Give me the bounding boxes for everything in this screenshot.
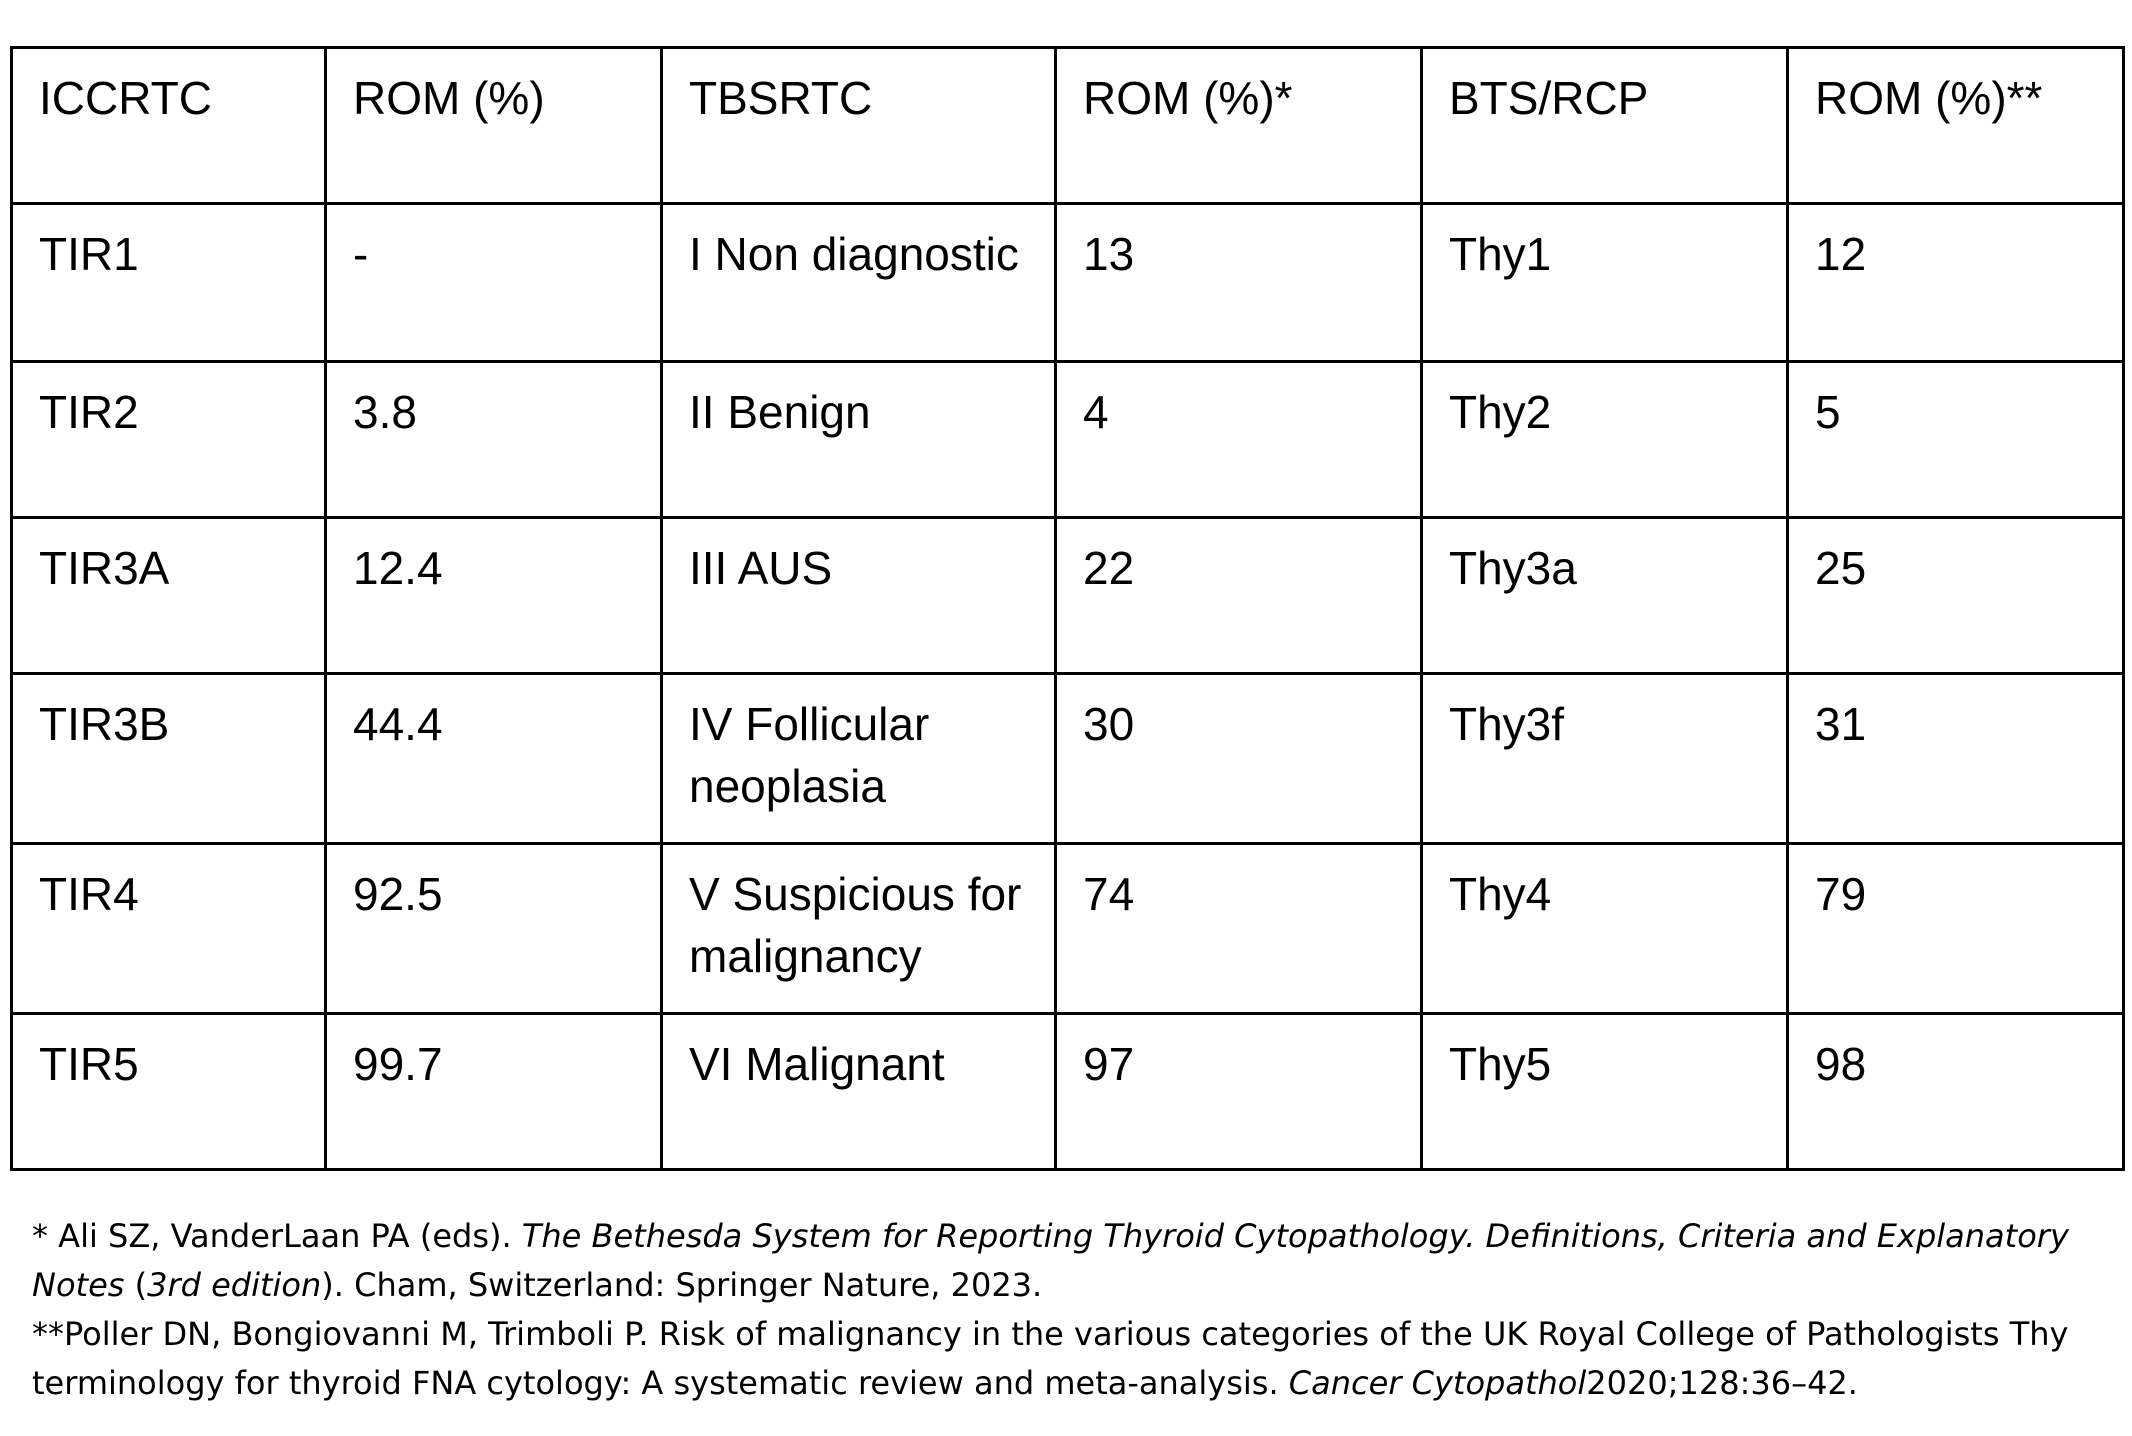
table-cell: 12.4 — [326, 518, 662, 674]
footnote-text: ). Cham, Switzerland: Springer Nature, 2023. — [321, 1266, 1043, 1304]
footnote-book-title: The Bethesda System for Reporting Thyroid Cytopathology. Definitions, Criteria and Explanatory Notes — [32, 1217, 2069, 1304]
table-cell: 98 — [1788, 1014, 2124, 1170]
footnotes — [32, 1212, 2122, 1408]
table-row — [12, 1014, 2124, 1170]
table-cell: TIR2 — [12, 362, 326, 518]
footnote-text: **Poller DN, Bongiovanni M, Trimboli P. Risk of malignancy in the various categories of the UK Royal College of Pathologists Thy terminology for thyroid FNA cytology: A systematic review and meta-analysis. — [32, 1315, 2069, 1402]
footnote-poller-reference — [32, 1310, 2122, 1408]
rom-comparison-table — [10, 46, 2125, 1171]
table-cell: 92.5 — [326, 844, 662, 1014]
table-cell: 13 — [1056, 204, 1422, 362]
table-cell: III AUS — [662, 518, 1056, 674]
table-cell: 12 — [1788, 204, 2124, 362]
footnote-edition: 3rd edition — [147, 1266, 322, 1304]
table-row — [12, 844, 2124, 1014]
table-cell: TIR3B — [12, 674, 326, 844]
table-cell: Thy1 — [1422, 204, 1788, 362]
table-cell: TIR5 — [12, 1014, 326, 1170]
table-cell: - — [326, 204, 662, 362]
table-cell: 3.8 — [326, 362, 662, 518]
table-row — [12, 518, 2124, 674]
header-cell-rom-bts-rcp: ROM (%)** — [1788, 48, 2124, 204]
table-cell: 99.7 — [326, 1014, 662, 1170]
table-cell: Thy3f — [1422, 674, 1788, 844]
table-row — [12, 204, 2124, 362]
table-cell: 5 — [1788, 362, 2124, 518]
header-cell-bts-rcp: BTS/RCP — [1422, 48, 1788, 204]
table-cell: VI Malignant — [662, 1014, 1056, 1170]
footnote-journal: Cancer Cytopathol — [1288, 1364, 1587, 1402]
table-cell: 22 — [1056, 518, 1422, 674]
footnote-bethesda-reference — [32, 1212, 2122, 1310]
table-cell: Thy2 — [1422, 362, 1788, 518]
footnote-text: * Ali SZ, VanderLaan PA (eds). — [32, 1217, 522, 1255]
table-cell: V Suspicious for malignancy — [662, 844, 1056, 1014]
table-cell: 30 — [1056, 674, 1422, 844]
table-row — [12, 674, 2124, 844]
header-cell-rom-iccrtc: ROM (%) — [326, 48, 662, 204]
table-cell: 31 — [1788, 674, 2124, 844]
table-cell: TIR3A — [12, 518, 326, 674]
table-header-row — [12, 48, 2124, 204]
table-cell: Thy3a — [1422, 518, 1788, 674]
header-cell-iccrtc: ICCRTC — [12, 48, 326, 204]
table-cell: 25 — [1788, 518, 2124, 674]
table-cell: I Non diagnostic — [662, 204, 1056, 362]
table-cell: IV Follicular neoplasia — [662, 674, 1056, 844]
table-cell: 4 — [1056, 362, 1422, 518]
table-cell: II Benign — [662, 362, 1056, 518]
header-cell-tbsrtc: TBSRTC — [662, 48, 1056, 204]
table-cell: 97 — [1056, 1014, 1422, 1170]
table-cell: 74 — [1056, 844, 1422, 1014]
footnote-text: 2020;128:36–42. — [1586, 1364, 1858, 1402]
table-cell: 79 — [1788, 844, 2124, 1014]
table-row — [12, 362, 2124, 518]
footnote-text: ( — [124, 1266, 148, 1304]
table-cell: 44.4 — [326, 674, 662, 844]
table-cell: Thy4 — [1422, 844, 1788, 1014]
table-cell: TIR1 — [12, 204, 326, 362]
table-cell: Thy5 — [1422, 1014, 1788, 1170]
table-cell: TIR4 — [12, 844, 326, 1014]
header-cell-rom-tbsrtc: ROM (%)* — [1056, 48, 1422, 204]
